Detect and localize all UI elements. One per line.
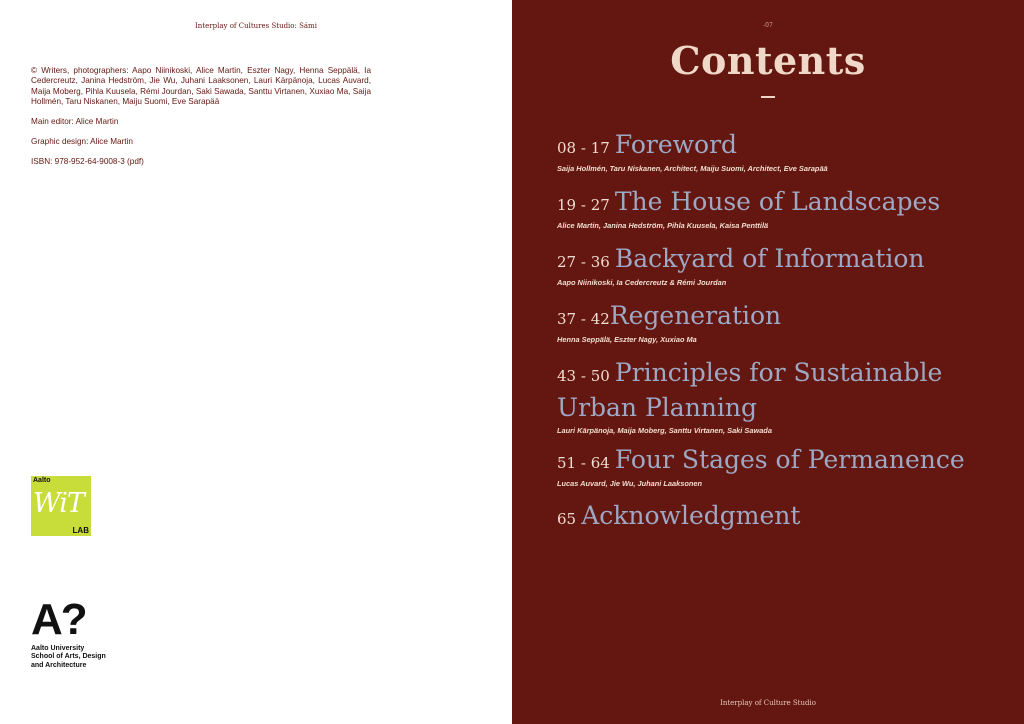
toc-entry-foreword[interactable]	[557, 129, 997, 173]
aalto-logo-name	[31, 645, 171, 670]
page-title: Contents	[670, 38, 866, 83]
toc-entry-authors: Saija Hollmén, Taru Niskanen, Architect, Maiju Suomi, Architect, Eve Sarapää	[557, 164, 828, 173]
aalto-logo-line: and Architecture	[31, 661, 87, 669]
toc-entry-title: The House of Landscapes	[614, 187, 941, 216]
toc-entry-title: Four Stages of Permanence	[614, 445, 965, 474]
toc-entry-authors: Henna Seppälä, Eszter Nagy, Xuxiao Ma	[557, 335, 697, 344]
toc-entry-authors: Lauri Kärpänoja, Maija Moberg, Santtu Virtanen, Saki Sawada	[557, 426, 772, 435]
aalto-logo-line: Aalto University	[31, 645, 85, 652]
right-page	[512, 0, 1024, 724]
toc-entry-sustainable-urban-planning[interactable]	[557, 357, 997, 435]
wit-lab-logo	[31, 476, 91, 536]
toc-entry-pages: 27 - 36	[557, 253, 610, 271]
toc-entry-house-of-landscapes[interactable]	[557, 186, 997, 230]
toc-entry-pages: 37 - 42	[557, 310, 610, 328]
toc-entry-title: Acknowledgment	[581, 501, 801, 530]
main-editor: Main editor: Alice Martin	[31, 116, 119, 126]
aalto-logo-line: School of Arts, Design	[31, 653, 106, 661]
running-head: Interplay of Cultures Studio: Sámi	[195, 22, 317, 30]
toc-entry-acknowledgment[interactable]	[557, 500, 997, 535]
toc-entry-pages: 43 - 50	[557, 367, 610, 385]
isbn: ISBN: 978-952-64-9008-3 (pdf)	[31, 157, 144, 167]
toc-entry-title: Principles for Sustainable Urban Planning	[557, 358, 943, 422]
toc-entry-regeneration[interactable]	[557, 300, 997, 344]
wit-logo-aalto: Aalto	[33, 477, 51, 484]
toc-entry-four-stages[interactable]	[557, 444, 997, 488]
wit-logo-lab: LAB	[72, 526, 89, 535]
toc-entry-backyard-of-information[interactable]	[557, 243, 997, 287]
writers-credit: © Writers, photographers: Aapo Niinikoski, Alice Martin, Eszter Nagy, Henna Seppälä, Ia Cedercreutz, Janina Hedström, Jie Wu, Juhani Laaksonen, Lauri Kärpänoja, Lucas Auvard, Maija Moberg, Pihla Kuusela, Rémi Jourdan, Saki Sawada, Santtu Virtanen, Xuxiao Ma, Saija Hollmén, Taru Niskanen, Maiju Suomi, Eve Sarapää	[31, 66, 371, 107]
footer: Interplay of Culture Studio	[720, 699, 816, 707]
page-number: -07	[763, 22, 773, 29]
toc-entry-title: Backyard of Information	[614, 244, 925, 273]
toc-entry-title: Foreword	[614, 130, 738, 159]
aalto-logo-mark: A?	[31, 595, 86, 644]
toc-entry-authors: Alice Martin, Janina Hedström, Pihla Kuusela, Kaisa Penttilä	[557, 221, 769, 230]
toc-entry-pages: 08 - 17	[557, 139, 610, 157]
title-divider	[761, 96, 775, 98]
toc-entry-pages: 19 - 27	[557, 196, 610, 214]
toc-entry-authors: Aapo Niinikoski, Ia Cedercreutz & Rémi Jourdan	[557, 278, 727, 287]
toc-entry-pages: 51 - 64	[557, 454, 610, 472]
toc-entry-authors: Lucas Auvard, Jie Wu, Juhani Laaksonen	[557, 479, 702, 488]
wit-logo-word: WiT	[33, 488, 84, 519]
toc-entry-pages: 65	[557, 510, 577, 528]
graphic-design: Graphic design: Alice Martin	[31, 137, 133, 147]
credits-block	[31, 66, 371, 178]
toc-entry-title: Regeneration	[609, 301, 782, 330]
